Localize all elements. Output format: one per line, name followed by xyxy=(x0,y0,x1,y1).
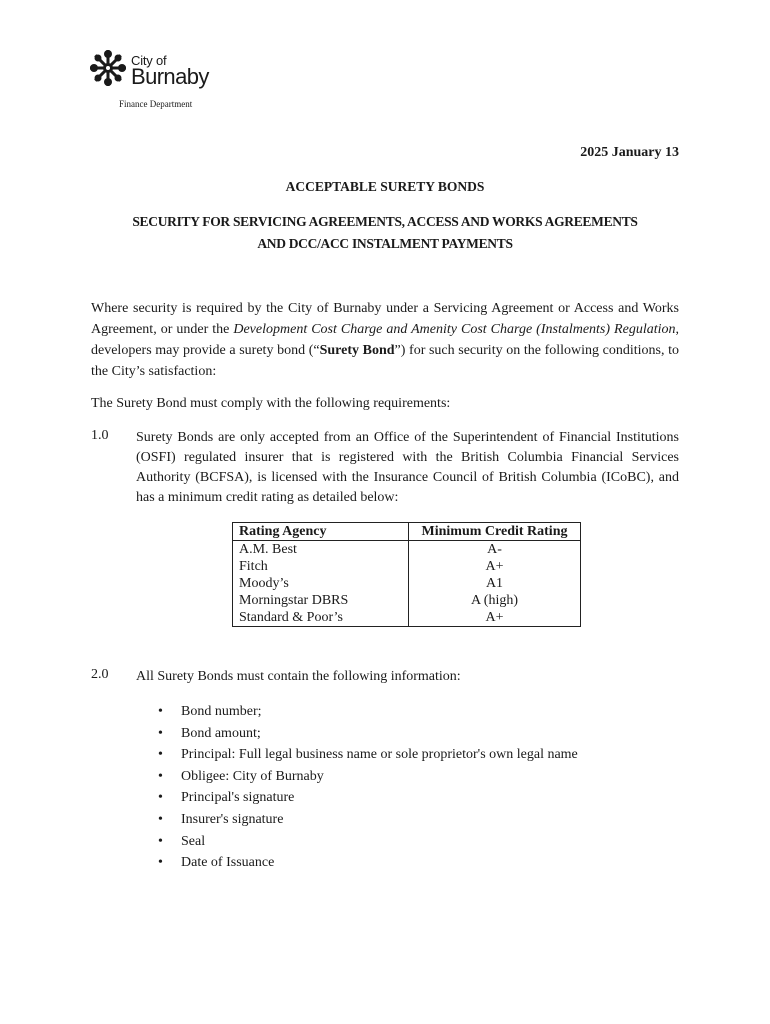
document-title: ACCEPTABLE SURETY BONDS xyxy=(285,179,485,194)
table-row xyxy=(233,558,581,575)
list-item xyxy=(158,744,578,766)
table-row xyxy=(233,609,581,627)
bullet-icon: • xyxy=(158,725,163,741)
intro-paragraph xyxy=(91,298,679,382)
logo-city-of: City of xyxy=(131,53,167,68)
bullet-icon: • xyxy=(158,811,163,827)
rating-cell: A+ xyxy=(409,609,581,627)
logo-department: Finance Department xyxy=(119,99,193,109)
intro-regulation-name: Development Cost Charge and Amenity Cost Charge (Instalments) Regulation xyxy=(233,322,676,337)
agency-cell: Morningstar DBRS xyxy=(233,592,409,609)
rating-cell: A+ xyxy=(409,558,581,575)
intro-text-3: ”) for such security on the following conditions, to the City’s satisfaction: xyxy=(91,343,679,379)
required-information-list xyxy=(158,701,578,874)
item-1-number: 1.0 xyxy=(91,428,109,443)
item-2-text: All Surety Bonds must contain the following information: xyxy=(136,669,461,684)
list-item xyxy=(158,831,578,853)
agency-cell: Moody’s xyxy=(233,575,409,592)
subtitle-line-2: AND DCC/ACC INSTALMENT PAYMENTS xyxy=(257,236,513,251)
bullet-icon: • xyxy=(158,704,163,719)
list-item xyxy=(158,766,578,788)
list-item-text: Obligee: City of Burnaby xyxy=(181,768,324,784)
item-1-text: Surety Bonds are only accepted from an Office of the Superintendent of Financial Institutions (OSFI) regulated insurer that is registered with the British Columbia Financial Services Authority (BCFSA), is licensed with the Insurance Council of British Columbia (ICoBC), and has a minimum credit rating as detailed below: xyxy=(136,430,679,505)
column-header-agency: Rating Agency xyxy=(233,523,409,541)
intro-text-1: Where security is required by the City of Burnaby under a Servicing Agreement or Access and Works Agreement, or under the xyxy=(91,301,679,337)
list-item-text: Date of Issuance xyxy=(181,855,275,871)
bullet-icon: • xyxy=(158,768,163,784)
bullet-icon: • xyxy=(158,790,163,806)
bullet-icon: • xyxy=(158,747,163,763)
table-row xyxy=(233,541,581,559)
document-subtitle xyxy=(91,211,679,255)
list-item xyxy=(158,809,578,831)
rating-cell: A- xyxy=(409,541,581,559)
agency-cell: A.M. Best xyxy=(233,541,409,559)
list-item-text: Principal: Full legal business name or sole proprietor's own legal name xyxy=(181,747,578,763)
intro-defined-term: Surety Bond xyxy=(319,343,395,358)
rating-cell: A (high) xyxy=(409,592,581,609)
document-date: 2025 January 13 xyxy=(580,145,679,160)
table-row xyxy=(233,575,581,592)
intro-text-2: , developers may provide a surety bond (“ xyxy=(91,322,679,358)
city-logo xyxy=(88,44,228,114)
item-2-number: 2.0 xyxy=(91,667,109,682)
list-item xyxy=(158,787,578,809)
list-item-text: Seal xyxy=(181,833,206,849)
list-item-text: Principal's signature xyxy=(181,790,295,806)
column-header-rating: Minimum Credit Rating xyxy=(409,523,581,541)
rating-cell: A1 xyxy=(409,575,581,592)
credit-rating-table xyxy=(232,522,581,627)
table-header-row xyxy=(233,523,581,541)
bullet-icon: • xyxy=(158,833,163,849)
list-item xyxy=(158,701,578,723)
list-item xyxy=(158,852,578,874)
agency-cell: Fitch xyxy=(233,558,409,575)
logo-city-name: Burnaby xyxy=(131,64,209,89)
table-row xyxy=(233,592,581,609)
subtitle-line-1: SECURITY FOR SERVICING AGREEMENTS, ACCESS AND WORKS AGREEMENTS xyxy=(132,214,638,229)
list-item-text: Insurer's signature xyxy=(181,811,284,827)
snowflake-icon xyxy=(88,48,128,88)
bullet-icon: • xyxy=(158,855,163,871)
list-item-text: Bond amount; xyxy=(181,725,261,741)
list-item-text: Bond number; xyxy=(181,704,262,719)
agency-cell: Standard & Poor’s xyxy=(233,609,409,627)
list-item xyxy=(158,723,578,745)
requirements-intro: The Surety Bond must comply with the following requirements: xyxy=(91,396,451,411)
